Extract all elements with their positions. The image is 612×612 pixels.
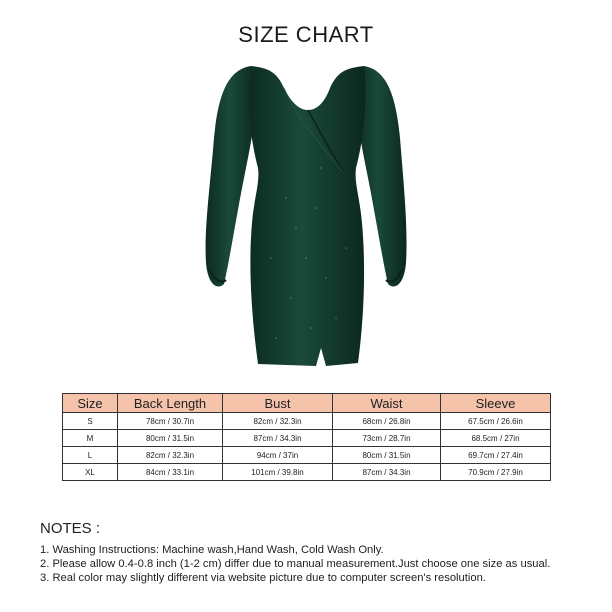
table-row (63, 464, 551, 481)
note-line: 3. Real color may slightly different via website picture due to computer screen's resolution. (40, 572, 486, 584)
back-length-cell: 82cm / 32.3in (118, 447, 223, 464)
size-cell: M (63, 430, 118, 447)
dress-image (196, 58, 416, 370)
waist-cell: 68cm / 26.8in (333, 413, 441, 430)
size-cell: L (63, 447, 118, 464)
back-length-cell: 80cm / 31.5in (118, 430, 223, 447)
bust-cell: 101cm / 39.8in (223, 464, 333, 481)
note-line: 2. Please allow 0.4-0.8 inch (1-2 cm) differ due to manual measurement.Just choose one size as usual. (40, 558, 551, 570)
waist-cell: 80cm / 31.5in (333, 447, 441, 464)
dress-icon (196, 58, 416, 370)
sleeve-cell: 70.9cm / 27.9in (441, 464, 551, 481)
bust-cell: 87cm / 34.3in (223, 430, 333, 447)
back-length-cell: 78cm / 30.7in (118, 413, 223, 430)
notes-title: NOTES : (40, 520, 101, 537)
table-row (63, 413, 551, 430)
column-header-sleeve: Sleeve (441, 394, 551, 413)
bust-cell: 82cm / 32.3in (223, 413, 333, 430)
table-row (63, 447, 551, 464)
back-length-cell: 84cm / 33.1in (118, 464, 223, 481)
size-table (62, 393, 551, 481)
table-header-row (63, 394, 551, 413)
column-header-waist: Waist (333, 394, 441, 413)
page-title: SIZE CHART (238, 22, 374, 47)
notes-section (40, 520, 600, 585)
table-row (63, 430, 551, 447)
sleeve-cell: 67.5cm / 26.6in (441, 413, 551, 430)
sleeve-cell: 68.5cm / 27in (441, 430, 551, 447)
column-header-back-length: Back Length (118, 394, 223, 413)
size-cell: S (63, 413, 118, 430)
bust-cell: 94cm / 37in (223, 447, 333, 464)
column-header-bust: Bust (223, 394, 333, 413)
waist-cell: 87cm / 34.3in (333, 464, 441, 481)
size-cell: XL (63, 464, 118, 481)
sleeve-cell: 69.7cm / 27.4in (441, 447, 551, 464)
waist-cell: 73cm / 28.7in (333, 430, 441, 447)
column-header-size: Size (63, 394, 118, 413)
note-line: 1. Washing Instructions: Machine wash,Hand Wash, Cold Wash Only. (40, 544, 384, 556)
